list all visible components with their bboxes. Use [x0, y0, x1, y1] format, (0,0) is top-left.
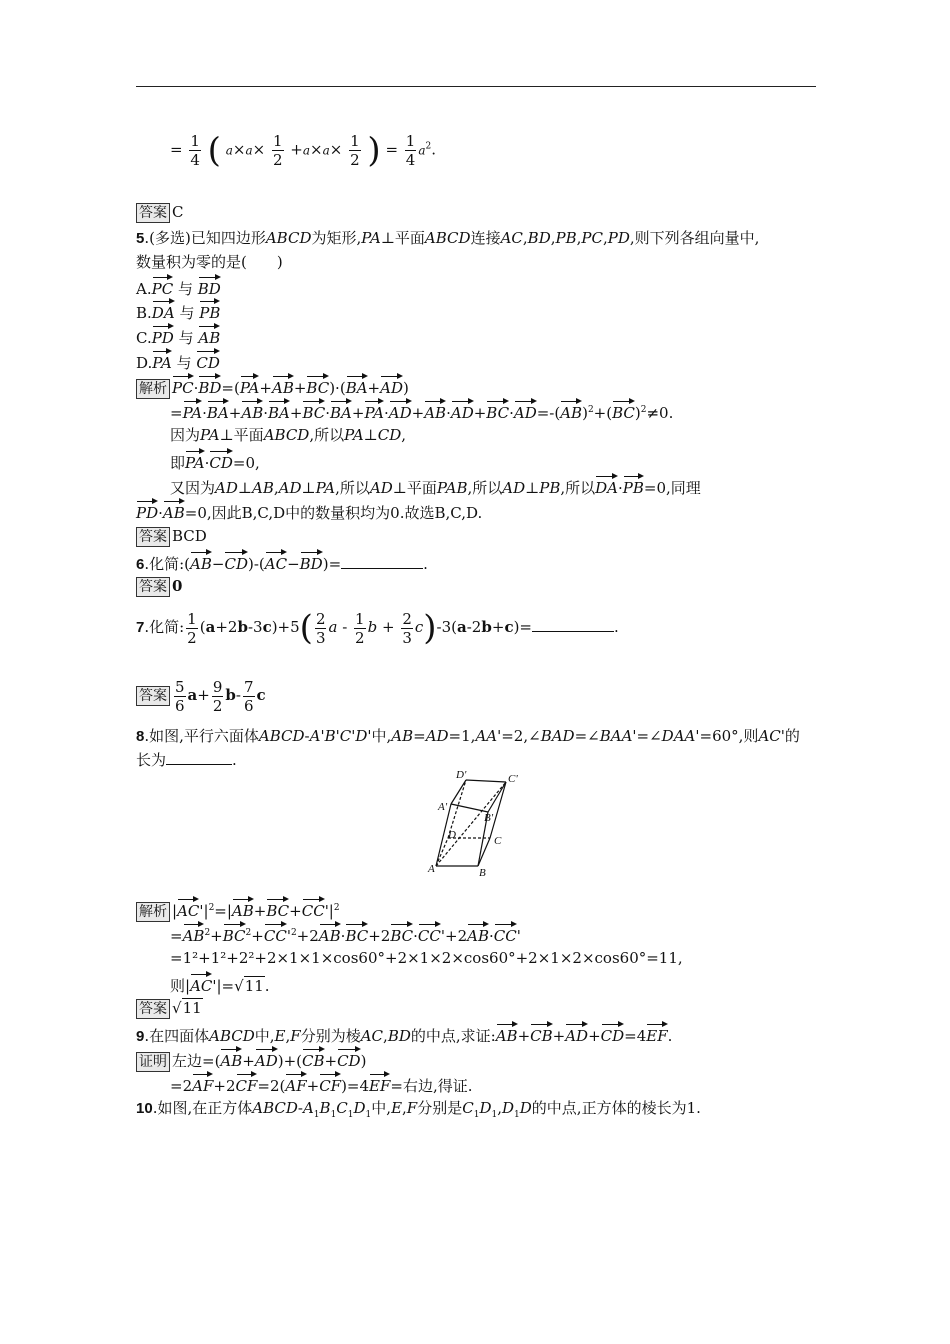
label-d: D — [448, 829, 456, 841]
q8-stem-line1: 8.如图,平行六面体ABCD-A'B'C'D'中,AB=AD=1,AA'=2,∠BAD=∠BAA'=∠DAA'=60°,则AC'的 — [136, 727, 800, 745]
q5-answer: 答案 BCD — [136, 526, 207, 547]
label-b: B — [479, 867, 486, 879]
q5-option-d: D.PA 与 CD — [136, 350, 220, 373]
q5-stem-line1: 5.(多选)已知四边形ABCD为矩形,PA⊥平面ABCD连接AC,BD,PB,PC,PD,则下列各组向量中, — [136, 229, 760, 247]
proof-tag: 证明 — [136, 1052, 170, 1072]
label-a1: A' — [438, 801, 448, 813]
label-b1: B' — [484, 812, 494, 824]
answer-tag: 答案 — [136, 527, 170, 547]
q5-option-a: A.PC 与 BD — [136, 276, 221, 299]
q5-analysis-2: =PA·BA+AB·BA+BC·BA+PA·AD+AB·AD+BC·AD=-(AB)$^2$+(BC)$^2$≠0. — [170, 400, 673, 423]
label-d1: D' — [456, 769, 467, 781]
header-rule — [136, 86, 816, 87]
q5-analysis-1: 解析 PC·BD=(PA+AB+BC)·(BA+AD) — [136, 375, 409, 399]
q5-stem-line2: 数量积为零的是( ) — [136, 253, 283, 271]
answer-tag: 答案 — [136, 686, 170, 706]
edge-cc1 — [490, 782, 506, 838]
answer-blank[interactable] — [166, 750, 232, 765]
top-answer: 答案 C — [136, 202, 183, 223]
q8-analysis-4: 则|AC'|=√11. — [170, 973, 270, 996]
q5-analysis-5: 又因为AD⊥AB,AD⊥PA,所以AD⊥平面PAB,所以AD⊥PB,所以DA·PB=0,同理 — [170, 475, 701, 498]
q8-analysis-1: 解析 $|AC'|^2=|AB+BC+CC'|^2$ — [136, 898, 340, 922]
answer-tag: 答案 — [136, 999, 170, 1019]
edge-bc — [478, 838, 490, 866]
answer-blank[interactable] — [341, 554, 423, 569]
q9-proof-2: =2AF+2CF=2(AF+CF)=4EF=右边,得证. — [170, 1073, 473, 1096]
q8-stem-line2: 长为 . — [136, 751, 237, 769]
edge-d1c1 — [466, 780, 506, 782]
label-a: A — [428, 863, 435, 875]
q5-option-c: C.PD 与 AB — [136, 325, 220, 348]
analysis-tag: 解析 — [136, 379, 170, 399]
q10-stem: 10.如图,在正方体ABCD-$A_1B_1C_1D_1$中,E,F分别是$C_1D_1,D_1D$的中点,正方体的棱长为1. — [136, 1099, 701, 1120]
answer-tag: 答案 — [136, 203, 170, 223]
q8-analysis-2: $=AB^2+BC^2+CC'^2+2AB\cdot BC+2BC\cdot CC'+2AB\cdot CC'$ — [170, 923, 521, 946]
q8-analysis-3: =1²+1²+2²+2×1×1×cos60°+2×1×2×cos60°+2×1×2×cos60°=11, — [170, 949, 683, 967]
q6-answer: 答案 0 — [136, 576, 182, 597]
answer-blank[interactable] — [532, 617, 614, 632]
top-formula: = $\frac{1}{4}$ ( a×a× $\frac{1}{2}$ +a×a× $\frac{1}{2}$ ) = $\frac{1}{4}$ $a^2$. — [170, 130, 436, 171]
q9-proof-1: 证明 左边=(AB+AD)+(CB+CD) — [136, 1048, 366, 1072]
q5-analysis-4: 即PA·CD=0, — [170, 450, 260, 473]
document-page — [136, 0, 816, 1344]
q8-answer: 答案 √11 — [136, 998, 203, 1019]
q6-stem: 6.化简:(AB−CD)-(AC−BD)= . — [136, 551, 428, 575]
edge-b1c1 — [488, 782, 506, 812]
q5-option-b: B.DA 与 PB — [136, 300, 220, 323]
edge-a1d1 — [451, 780, 466, 804]
label-c: C — [494, 835, 502, 847]
label-c1: C' — [508, 773, 518, 785]
q7-stem: 7.化简: $\frac{1}{2}$ (a+2b-3c)+5( $\frac{2}{3}$ a - $\frac{1}{2}$ b + $\frac{2}{3}$ c)-3(a-2b+c)= . — [136, 608, 619, 648]
q7-answer: 答案 $\frac{5}{6}$ a+ $\frac{9}{2}$ b- $\frac{7}{6}$ c — [136, 676, 266, 715]
q9-stem: 9.在四面体ABCD中,E,F分别为棱AC,BD的中点,求证:AB+CB+AD+CD=4EF. — [136, 1023, 672, 1047]
q5-analysis-3: 因为PA⊥平面ABCD,所以PA⊥CD, — [170, 426, 407, 444]
answer-tag: 答案 — [136, 577, 170, 597]
parallelepiped-figure — [426, 768, 536, 880]
q5-analysis-6: PD·AB=0,因此B,C,D中的数量积均为0.故选B,C,D. — [136, 500, 482, 523]
analysis-tag: 解析 — [136, 902, 170, 922]
